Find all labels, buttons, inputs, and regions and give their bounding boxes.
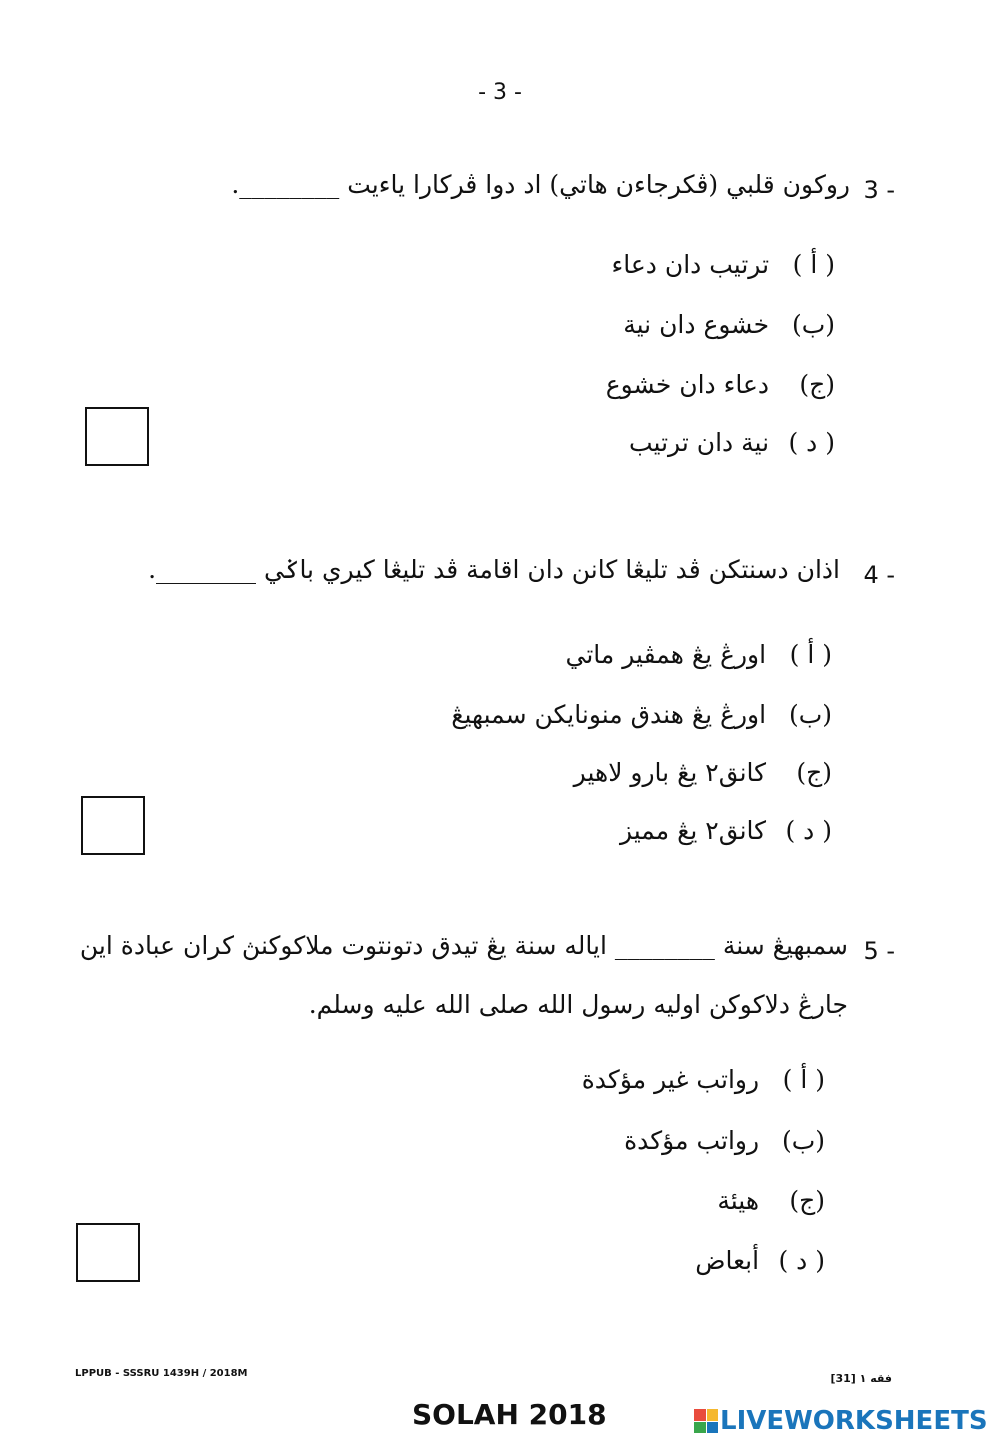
- liveworksheets-logo: [694, 1404, 988, 1438]
- question-3-option-d[interactable]: [629, 428, 835, 457]
- question-3-number: 3 -: [863, 176, 895, 204]
- option-label: (ج): [796, 758, 832, 787]
- question-4-option-d[interactable]: [620, 816, 832, 845]
- option-label: ( د ): [785, 816, 832, 845]
- option-text: رواتب غير مؤکدة: [581, 1065, 760, 1094]
- page-number: - 3 -: [478, 80, 522, 105]
- liveworksheets-icon: [694, 1409, 718, 1433]
- option-label: (ب): [781, 1126, 825, 1155]
- answer-box-question-4[interactable]: [81, 796, 145, 855]
- question-4-text: اذان دسنتکن ڤد تليڠا کانن دان اقامة ڤد تليڠا کيري باݢي ________.: [148, 555, 840, 584]
- option-text: ترتيب دان دعاء: [611, 250, 770, 279]
- option-text: رواتب مؤکدة: [624, 1126, 760, 1155]
- option-text: اورڠ يڠ همڤير ماتي: [565, 640, 767, 669]
- answer-box-question-3[interactable]: [85, 407, 149, 466]
- question-4-option-c[interactable]: [574, 758, 832, 787]
- option-text: هيئة: [717, 1186, 760, 1215]
- question-5-option-d[interactable]: [695, 1246, 825, 1275]
- option-label: (ج): [799, 370, 835, 399]
- question-4-option-b[interactable]: [451, 700, 832, 729]
- footer-subject: فقه ١ [31]: [830, 1372, 892, 1385]
- worksheet-title: SOLAH 2018: [412, 1398, 607, 1431]
- option-label: (ب): [791, 310, 835, 339]
- option-text: کانق٢ يڠ مميز: [619, 816, 767, 845]
- question-3-option-a[interactable]: [611, 250, 835, 279]
- option-label: ( أ ): [789, 640, 832, 669]
- option-label: ( د ): [788, 428, 835, 457]
- answer-box-question-5[interactable]: [76, 1223, 140, 1282]
- option-label: ( أ ): [792, 250, 835, 279]
- question-5-option-c[interactable]: [717, 1186, 825, 1215]
- question-4-number: 4 -: [863, 561, 895, 589]
- option-label: ( د ): [778, 1246, 825, 1275]
- option-label: ( أ ): [782, 1065, 825, 1094]
- option-label: (ج): [789, 1186, 825, 1215]
- question-4-option-a[interactable]: [566, 640, 833, 669]
- option-text: نية دان ترتيب: [629, 428, 770, 457]
- question-3-text: روکون قلبي (ڤکرجاءن هاتي) اد دوا ڤرکارا ياءيت ________.: [231, 170, 850, 199]
- question-5-text-line-1: سمبهيڠ سنة ________ اياله سنة يڠ تيدق دتونتوت ملاکوکنڽ کران عبادة اين: [79, 931, 848, 960]
- option-text: دعاء دان خشوع: [605, 370, 770, 399]
- question-5-option-b[interactable]: [624, 1126, 825, 1155]
- option-text: کانق٢ يڠ بارو لاهير: [573, 758, 767, 787]
- question-5-text-line-2: جارڠ دلاکوکن اوليه رسول الله صلى الله عليه وسلم.: [308, 990, 848, 1019]
- option-text: أبعاض: [695, 1246, 760, 1275]
- liveworksheets-wordmark: LIVEWORKSHEETS: [720, 1406, 988, 1436]
- footer-code: LPPUB - SSSRU 1439H / 2018M: [75, 1368, 248, 1379]
- question-5-number: 5 -: [863, 937, 895, 965]
- question-3-option-c[interactable]: [606, 370, 835, 399]
- question-3-option-b[interactable]: [623, 310, 835, 339]
- option-text: اورڠ يڠ هندق منونايکن سمبهيڠ: [451, 700, 767, 729]
- option-label: (ب): [788, 700, 832, 729]
- option-text: خشوع دان نية: [623, 310, 770, 339]
- question-5-option-a[interactable]: [582, 1065, 825, 1094]
